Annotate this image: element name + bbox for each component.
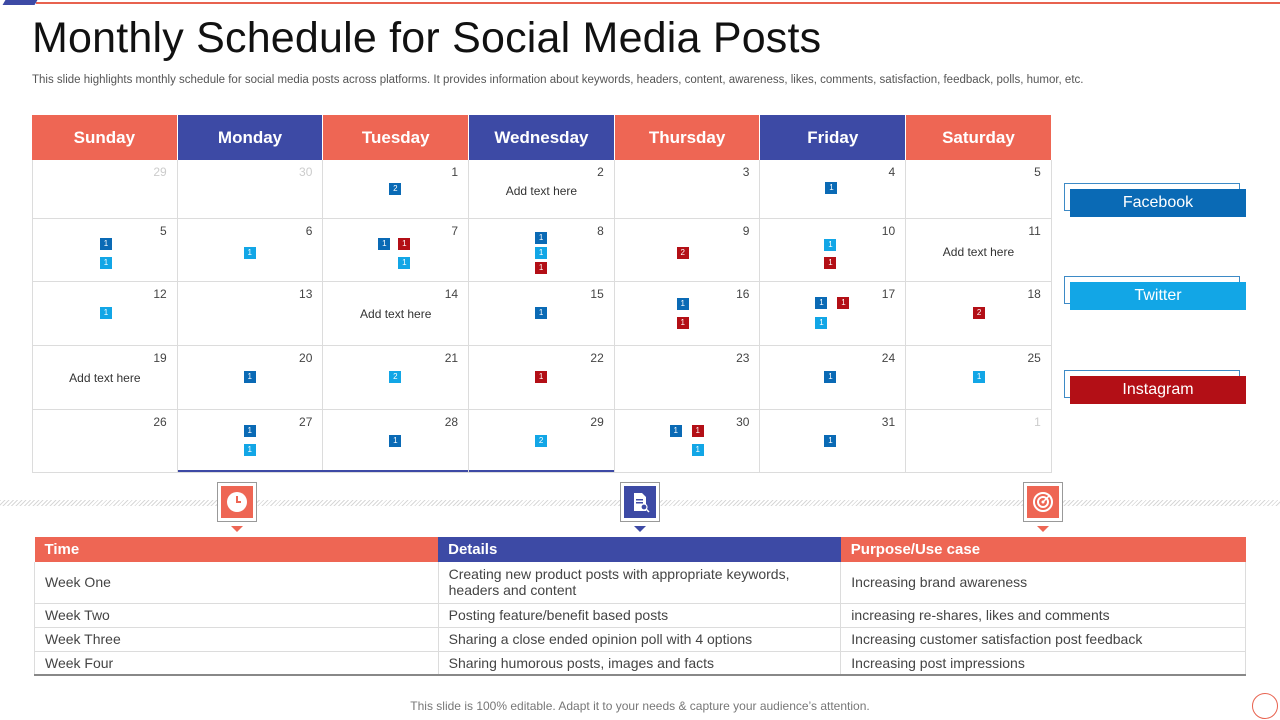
day-cell[interactable]: [323, 282, 469, 345]
day-cell[interactable]: [469, 282, 615, 345]
table-row: [35, 651, 1246, 675]
legend-twitter[interactable]: Twitter: [1070, 282, 1246, 310]
day-header-monday: Monday: [178, 115, 324, 160]
column-header-time: Time: [35, 537, 439, 562]
target-icon: [1027, 486, 1059, 518]
twitter-post-marker: 1: [100, 307, 112, 319]
calendar-header: [32, 115, 1052, 160]
day-cell[interactable]: [906, 219, 1052, 281]
day-number: 16: [736, 287, 750, 301]
cell-details: Sharing a close ended opinion poll with 4 options: [438, 627, 841, 651]
day-cell[interactable]: [906, 282, 1052, 345]
table-row: [35, 627, 1246, 651]
facebook-post-marker: 1: [825, 182, 837, 194]
facebook-post-marker: 1: [670, 425, 682, 437]
day-cell[interactable]: [32, 282, 178, 345]
calendar-bottom-accent: [178, 470, 468, 472]
column-header-details: Details: [438, 537, 841, 562]
day-header-saturday: Saturday: [906, 115, 1052, 160]
day-number: 1: [451, 165, 459, 179]
day-number: 25: [1027, 351, 1041, 365]
table-row: [35, 603, 1246, 627]
twitter-post-marker: 1: [244, 247, 256, 259]
twitter-post-marker: 1: [244, 444, 256, 456]
day-number: 27: [299, 415, 313, 429]
day-number: 26: [153, 415, 167, 429]
corner-circle-icon: [1252, 693, 1278, 719]
day-number: 15: [590, 287, 604, 301]
cell-time: Week Two: [35, 603, 439, 627]
day-cell[interactable]: [615, 346, 761, 409]
day-cell[interactable]: [32, 410, 178, 472]
instagram-post-marker: 1: [535, 262, 547, 274]
day-cell[interactable]: [178, 219, 324, 281]
cell-purpose: Increasing brand awareness: [841, 562, 1246, 603]
day-cell[interactable]: [615, 282, 761, 345]
document-search-icon: [624, 486, 656, 518]
day-cell[interactable]: [323, 219, 469, 281]
day-cell[interactable]: [469, 410, 615, 472]
instagram-post-marker: 1: [677, 317, 689, 329]
cell-purpose: increasing re-shares, likes and comments: [841, 603, 1246, 627]
day-number: 8: [597, 224, 604, 238]
calendar-week-1: [32, 160, 1052, 219]
calendar-week-5: [32, 410, 1052, 473]
facebook-post-marker: 1: [100, 238, 112, 250]
day-number: 23: [736, 351, 750, 365]
page-title: Monthly Schedule for Social Media Posts: [32, 14, 822, 62]
cell-details: Sharing humorous posts, images and facts: [438, 651, 841, 675]
day-cell[interactable]: [32, 346, 178, 409]
cell-details: Posting feature/benefit based posts: [438, 603, 841, 627]
day-number: 3: [742, 165, 750, 179]
day-cell[interactable]: [469, 160, 615, 218]
calendar-week-4: [32, 346, 1052, 410]
cell-purpose: Increasing post impressions: [841, 651, 1246, 675]
facebook-post-marker: 1: [378, 238, 390, 250]
column-header-purpose: Purpose/Use case: [841, 537, 1246, 562]
day-number: 1: [1034, 415, 1041, 429]
day-note[interactable]: Add text here: [942, 245, 1015, 259]
time-icon-box: [217, 482, 257, 522]
calendar-week-3: [32, 282, 1052, 346]
twitter-post-marker: 1: [535, 247, 547, 259]
day-number: 31: [881, 415, 896, 429]
day-number: 2: [597, 165, 604, 179]
instagram-post-marker: 1: [398, 238, 410, 250]
day-header-sunday: Sunday: [32, 115, 178, 160]
day-number: 24: [881, 351, 896, 365]
instagram-post-marker: 1: [837, 297, 849, 309]
day-number: 4: [888, 165, 896, 179]
day-cell[interactable]: [323, 410, 469, 472]
cell-time: Week Three: [35, 627, 439, 651]
day-number: 12: [153, 287, 167, 301]
facebook-post-marker: 1: [389, 435, 401, 447]
day-header-thursday: Thursday: [615, 115, 761, 160]
day-cell[interactable]: [615, 219, 761, 281]
day-header-friday: Friday: [760, 115, 906, 160]
day-cell[interactable]: [323, 160, 469, 218]
instagram-post-marker: 2: [973, 307, 985, 319]
twitter-post-marker: 1: [100, 257, 112, 269]
facebook-post-marker: 1: [244, 425, 256, 437]
top-accent-bar: [3, 0, 38, 5]
day-number: 5: [1034, 165, 1041, 179]
purpose-icon-box: [1023, 482, 1063, 522]
day-cell[interactable]: [760, 410, 906, 472]
page-subtitle: This slide highlights monthly schedule for social media posts across platforms. It provides information about keywords, headers, content, awareness, likes, comments, satisfaction, feedback, polls, humor, etc.: [32, 74, 1084, 86]
facebook-post-marker: 1: [824, 435, 836, 447]
day-note[interactable]: Add text here: [69, 371, 141, 385]
table-row: [35, 562, 1246, 603]
twitter-post-marker: 1: [824, 239, 836, 251]
day-cell[interactable]: [615, 410, 761, 472]
day-number: 19: [153, 351, 167, 365]
facebook-post-marker: 1: [535, 307, 547, 319]
twitter-post-marker: 1: [398, 257, 410, 269]
top-divider-line: [36, 2, 1280, 4]
facebook-post-marker: 1: [244, 371, 256, 383]
day-number: 7: [451, 224, 459, 238]
day-cell[interactable]: [178, 346, 324, 409]
calendar-bottom-accent: [469, 470, 614, 472]
day-cell[interactable]: [178, 160, 324, 218]
twitter-post-marker: 1: [692, 444, 704, 456]
day-cell[interactable]: [760, 282, 906, 345]
day-cell[interactable]: [615, 160, 761, 218]
day-cell[interactable]: [469, 346, 615, 409]
day-cell[interactable]: [323, 346, 469, 409]
day-cell[interactable]: [32, 219, 178, 281]
calendar: [32, 115, 1052, 473]
cell-details: Creating new product posts with appropriate keywords, headers and content: [438, 562, 841, 603]
instagram-post-marker: 1: [535, 371, 547, 383]
facebook-post-marker: 1: [815, 297, 827, 309]
day-number: 13: [299, 287, 313, 301]
day-header-tuesday: Tuesday: [323, 115, 469, 160]
legend-facebook[interactable]: Facebook: [1070, 189, 1246, 217]
twitter-post-marker: 1: [973, 371, 985, 383]
pointer-triangle: [1037, 526, 1049, 532]
details-icon-box: [620, 482, 660, 522]
day-number: 18: [1027, 287, 1041, 301]
cell-time: Week Four: [35, 651, 439, 675]
day-number: 20: [299, 351, 313, 365]
facebook-post-marker: 2: [389, 183, 401, 195]
facebook-post-marker: 1: [535, 232, 547, 244]
day-number: 6: [305, 224, 313, 238]
weekly-plan-table: [34, 537, 1246, 676]
legend-instagram[interactable]: Instagram: [1070, 376, 1246, 404]
day-cell[interactable]: [760, 219, 906, 281]
day-number: 29: [590, 415, 604, 429]
day-cell[interactable]: [32, 160, 178, 218]
calendar-week-2: [32, 219, 1052, 282]
day-note[interactable]: Add text here: [360, 307, 432, 321]
day-cell[interactable]: [760, 346, 906, 409]
day-number: 14: [444, 287, 459, 301]
instagram-post-marker: 1: [692, 425, 704, 437]
cell-time: Week One: [35, 562, 439, 603]
facebook-post-marker: 1: [677, 298, 689, 310]
pointer-triangle: [231, 526, 243, 532]
facebook-post-marker: 1: [824, 371, 836, 383]
day-note[interactable]: Add text here: [505, 184, 578, 198]
day-cell[interactable]: [906, 346, 1052, 409]
day-number: 22: [590, 351, 604, 365]
cell-purpose: Increasing customer satisfaction post feedback: [841, 627, 1246, 651]
day-cell[interactable]: [178, 282, 324, 345]
day-number: 30: [736, 415, 750, 429]
day-cell[interactable]: [760, 160, 906, 218]
day-number: 11: [1028, 224, 1041, 238]
twitter-post-marker: 1: [815, 317, 827, 329]
day-number: 21: [444, 351, 459, 365]
day-cell[interactable]: [178, 410, 324, 472]
footer-note: This slide is 100% editable. Adapt it to your needs & capture your audience’s attention.: [410, 699, 870, 713]
instagram-post-marker: 1: [824, 257, 836, 269]
instagram-post-marker: 2: [677, 247, 689, 259]
day-cell[interactable]: [906, 410, 1052, 472]
twitter-post-marker: 2: [389, 371, 401, 383]
day-number: 5: [160, 224, 167, 238]
clock-icon: [221, 486, 253, 518]
day-header-wednesday: Wednesday: [469, 115, 615, 160]
day-number: 17: [881, 287, 896, 301]
day-number: 30: [299, 165, 313, 179]
pointer-triangle: [634, 526, 646, 532]
day-cell[interactable]: [906, 160, 1052, 218]
day-cell[interactable]: [469, 219, 615, 281]
day-number: 28: [444, 415, 459, 429]
twitter-post-marker: 2: [535, 435, 547, 447]
day-number: 29: [153, 165, 167, 179]
day-number: 9: [742, 224, 750, 238]
day-number: 10: [881, 224, 896, 238]
